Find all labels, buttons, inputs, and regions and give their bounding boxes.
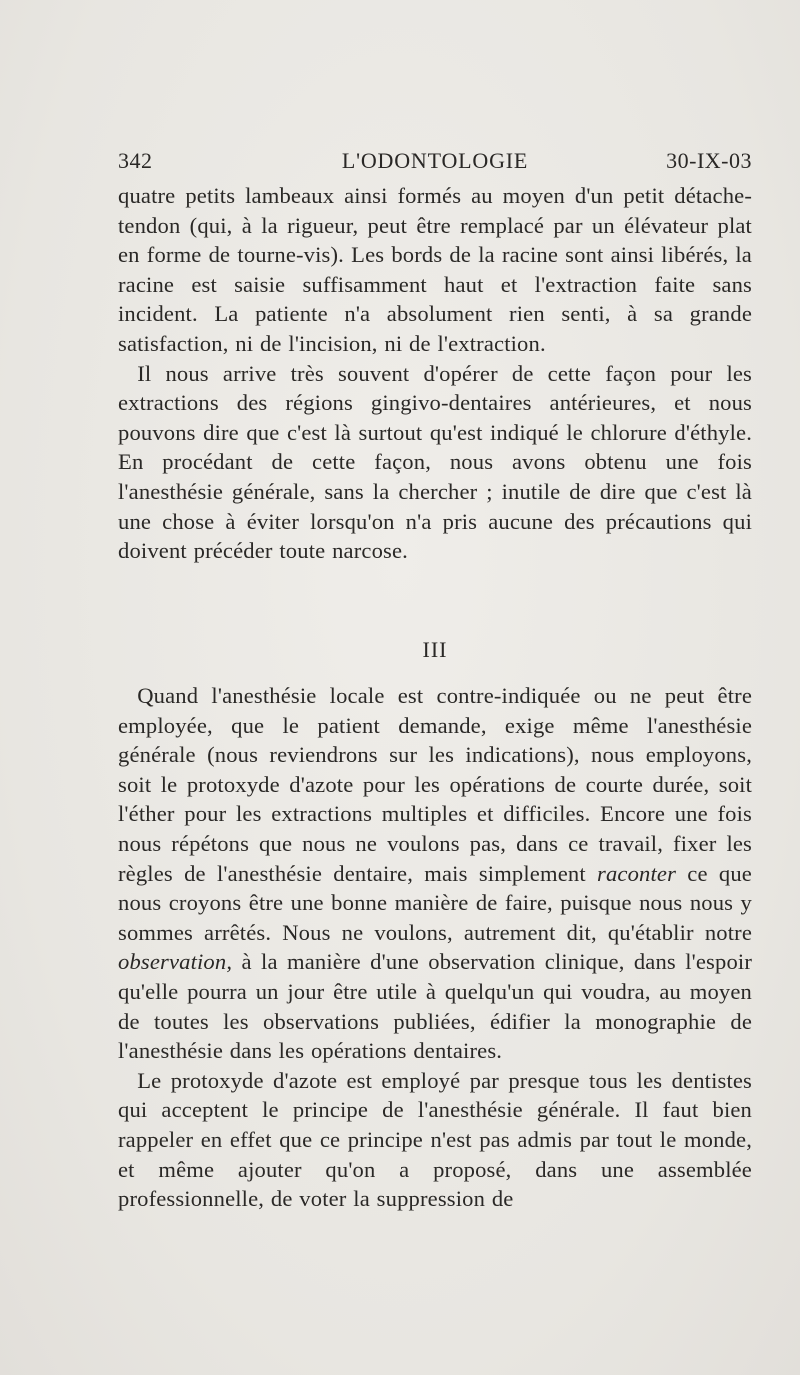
paragraph-ethyl-chloride: Il nous arrive très souvent d'opérer de cette façon pour les extractions des régions gingivo-dentaires antérieures, et nous pouvons dire que c'est là surtout qu'est indiqué le chlorure d'éthyle. En procédant de cette façon, nous avons obtenu une fois l'anesthésie générale, sans la chercher ; inutile de dire que c'est là une chose à éviter lorsqu'on n'a pris aucune des précautions qui doivent précéder toute narcose. xyxy=(118,360,752,564)
running-header xyxy=(118,148,752,178)
paragraph-text: ce que nous croyons être une bonne manière de faire, puisque nous nous y sommes arrêtés. Nous ne voulons, autrement dit, qu'établir notre xyxy=(118,860,752,945)
text-block-top xyxy=(118,181,752,566)
italic-word: raconter xyxy=(597,860,677,886)
paragraph-text: à la manière d'une observation clinique, dans l'espoir qu'elle pourra un jour être utile à quelqu'un qui voudra, au moyen de toutes les observations publiées, édifier la monographie de l'anesthésie dans les opérations dentaires. xyxy=(118,949,752,1064)
italic-word: observation, xyxy=(118,949,233,975)
paragraph-nitrous-oxide: Le protoxyde d'azote est employé par presque tous les dentistes qui acceptent le principe de l'anesthésie générale. Il faut bien rappeler en effet que ce principe n'est pas admis par tout le monde, et même ajouter qu'on a proposé, dans une assemblée professionnelle, de voter la suppression de xyxy=(118,1067,752,1212)
issue-date: 30-IX-03 xyxy=(666,148,752,173)
section-heading: III xyxy=(422,637,448,662)
text-block-bottom xyxy=(118,681,752,1214)
paragraph-general-anesthesia xyxy=(118,681,752,1066)
paragraph-text: Quand l'anesthésie locale est contre-indiquée ou ne peut être employée, que le patient demande, exige même l'anesthésie générale (nous reviendrons sur les indications), nous employons, soit le protoxyde d'azote pour les opérations de courte durée, soit l'éther pour les extractions multiples et difficiles. Encore une fois nous répétons que nous ne voulons pas, dans ce travail, fixer les règles de l'anesthésie dentaire, mais simplement xyxy=(118,683,752,886)
paragraph-continuation: quatre petits lambeaux ainsi formés au moyen d'un petit détache-tendon (qui, à la rigueur, peut être remplacé par un élévateur plat en forme de tourne-vis). Les bords de la racine sont ainsi libérés, la racine est saisie suffisamment haut et l'extraction faite sans incident. La patiente n'a absolument rien senti, à sa grande satisfaction, ni de l'incision, ni de l'extraction. xyxy=(118,183,752,356)
page-number: 342 xyxy=(118,148,153,173)
journal-title: L'ODONTOLOGIE xyxy=(341,148,529,173)
